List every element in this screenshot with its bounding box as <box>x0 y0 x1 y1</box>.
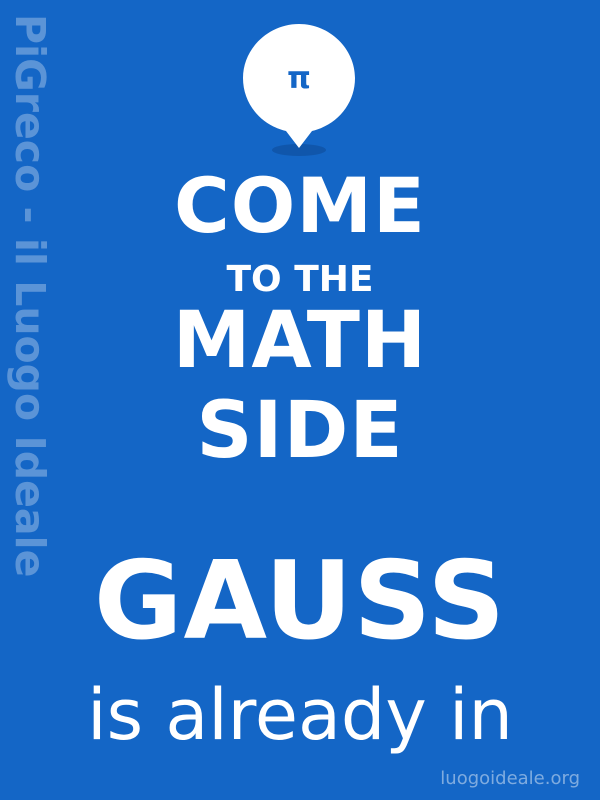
tagline: is already in <box>87 674 513 756</box>
side-site-name: PiGreco - il Luogo Ideale <box>6 14 54 578</box>
headline-to-the: TO THE <box>226 259 374 300</box>
pi-badge <box>241 22 357 162</box>
pi-symbol-icon: π <box>287 61 311 96</box>
headline-side: SIDE <box>196 386 404 476</box>
site-watermark: luogoideale.org <box>440 768 580 789</box>
headline-come: COME <box>174 161 426 250</box>
headline-math: MATH <box>172 296 428 386</box>
mathematician-name: GAUSS <box>93 539 507 664</box>
